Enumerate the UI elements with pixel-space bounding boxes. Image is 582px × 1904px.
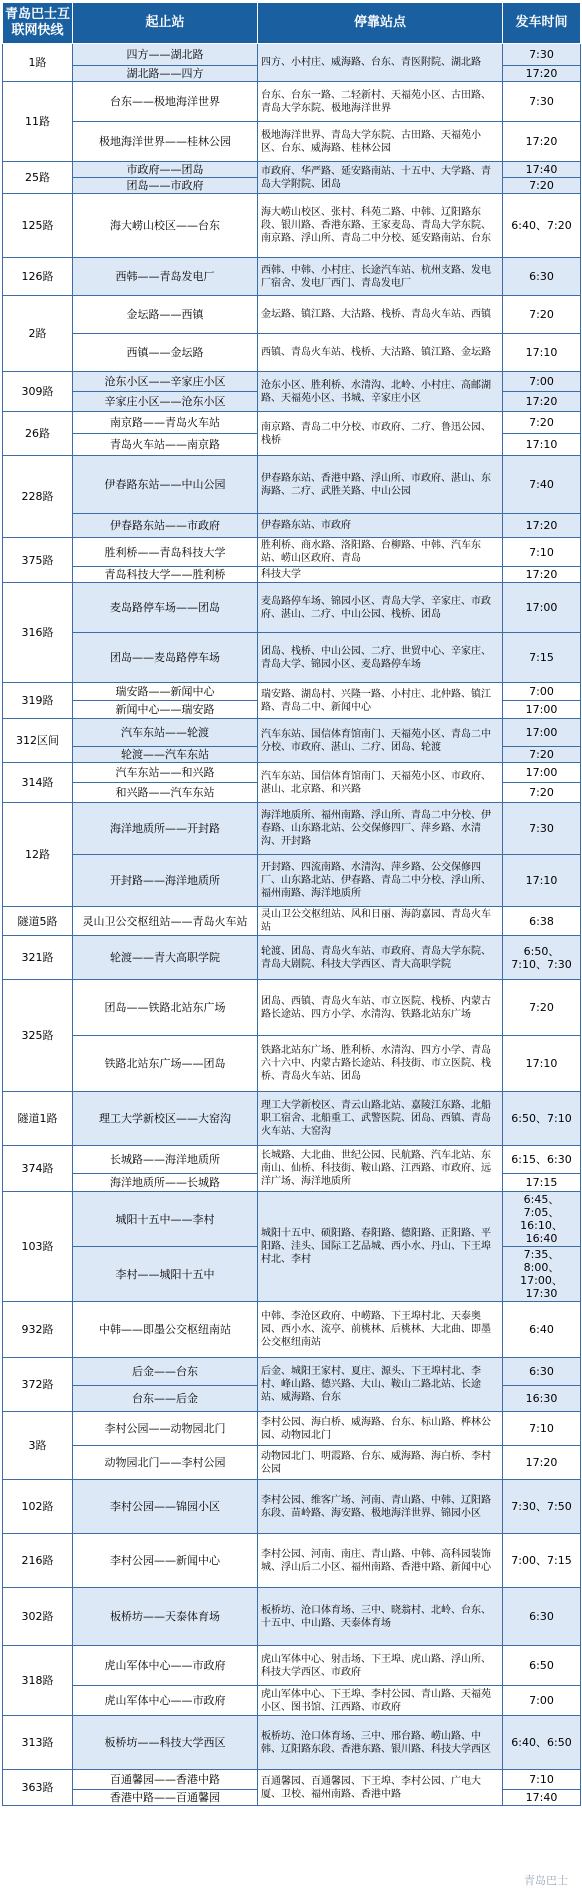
stops-cell: 李村公园、海白桥、威海路、台东、标山路、桦林公园、动物园北门 (258, 1412, 503, 1446)
terminals-cell: 台东——极地海洋世界 (73, 82, 258, 122)
stops-cell: 海洋地质所、福州南路、浮山所、青岛二中分校、伊春路、山东路北站、公交保修四厂、萍乡路、水清沟、开封路 (258, 803, 503, 855)
route-number: 314路 (3, 763, 73, 803)
stops-cell: 南京路、青岛二中分校、市政府、二疗、鲁迅公园、栈桥 (258, 412, 503, 456)
terminals-cell: 团岛——市政府 (73, 178, 258, 194)
route-number: 363路 (3, 1770, 73, 1806)
terminals-cell: 青岛火车站——南京路 (73, 434, 258, 456)
terminals-cell: 湖北路——四方 (73, 66, 258, 82)
stops-cell: 虎山军体中心、射击场、下王埠、虎山路、浮山所、科技大学西区、市政府 (258, 1646, 503, 1686)
table-row (3, 855, 581, 907)
stops-cell: 开封路、四流南路、水清沟、萍乡路、公交保修四厂、山东路北站、伊春路、青岛二中分校、浮山所、福州南路、海洋地质所 (258, 855, 503, 907)
departure-time-cell: 7:10 (503, 538, 581, 567)
stops-cell: 瑞安路、湖岛村、兴隆一路、小村庄、北仲路、镇江路、青岛二中、新闻中心 (258, 683, 503, 719)
stops-cell: 长城路、大北曲、世纪公园、民航路、汽车北站、东南山、仙桥、科技街、鞍山路、江西路、市政府、远洋广场、海洋地质所 (258, 1146, 503, 1192)
table-row (3, 1192, 581, 1247)
departure-time-cell: 17:15 (503, 1174, 581, 1192)
route-number: 11路 (3, 82, 73, 162)
stops-cell: 团岛、西镇、青岛火车站、市立医院、栈桥、内蒙古路长途站、四方小学、水清沟、铁路北站东广场 (258, 980, 503, 1036)
terminals-cell: 城阳十五中——李村 (73, 1192, 258, 1247)
departure-time-cell: 7:10 (503, 1412, 581, 1446)
table-row (3, 633, 581, 683)
route-number: 325路 (3, 980, 73, 1092)
terminals-cell: 西韩——青岛发电厂 (73, 258, 258, 296)
terminals-cell: 百通馨园——香港中路 (73, 1770, 258, 1790)
table-row (3, 907, 581, 936)
stops-cell: 动物园北门、明霞路、台东、威海路、海白桥、李村公园 (258, 1446, 503, 1480)
table-row (3, 1412, 581, 1446)
departure-time-cell: 6:50、7:10、7:30 (503, 936, 581, 980)
departure-time-cell: 17:40 (503, 1790, 581, 1806)
terminals-cell: 板桥坊——天泰体育场 (73, 1588, 258, 1646)
bus-route-table (2, 2, 581, 1806)
departure-time-cell: 7:00 (503, 1686, 581, 1716)
departure-time-cell: 7:15 (503, 633, 581, 683)
departure-time-cell: 6:38 (503, 907, 581, 936)
departure-time-cell: 17:10 (503, 855, 581, 907)
departure-time-cell: 7:35、8:00、17:00、17:30 (503, 1247, 581, 1302)
departure-time-cell: 6:30 (503, 1358, 581, 1386)
route-number: 216路 (3, 1534, 73, 1588)
watermark: 青岛巴士 (524, 1872, 568, 1888)
terminals-cell: 沧东小区——辛家庄小区 (73, 372, 258, 392)
terminals-cell: 虎山军体中心——市政府 (73, 1686, 258, 1716)
route-number: 2路 (3, 296, 73, 372)
stops-cell: 汽车东站、国信体育馆南门、天福苑小区、青岛二中分校、市政府、湛山、二疗、团岛、轮渡 (258, 719, 503, 763)
terminals-cell: 汽车东站——和兴路 (73, 763, 258, 783)
route-number: 102路 (3, 1480, 73, 1534)
departure-time-cell: 7:00、7:15 (503, 1534, 581, 1588)
stops-cell: 后金、城阳王家村、夏庄、源头、下王埠村北、李村、峰山路、德兴路、大山、鞍山二路北站、长途站、威海路、台东 (258, 1358, 503, 1412)
table-row (3, 44, 581, 66)
table-row (3, 538, 581, 567)
departure-time-cell: 17:10 (503, 1036, 581, 1092)
route-number: 12路 (3, 803, 73, 907)
table-body (3, 44, 581, 1806)
table-row (3, 1092, 581, 1146)
terminals-cell: 轮渡——汽车东站 (73, 747, 258, 763)
stops-cell: 灵山卫公交枢纽站、风和日丽、海韵嘉园、青岛火车站 (258, 907, 503, 936)
terminals-cell: 团岛——铁路北站东广场 (73, 980, 258, 1036)
departure-time-cell: 7:20 (503, 296, 581, 334)
terminals-cell: 金坛路——西镇 (73, 296, 258, 334)
departure-time-cell: 17:10 (503, 434, 581, 456)
table-row (3, 1534, 581, 1588)
stops-cell: 金坛路、镇江路、大沽路、栈桥、青岛火车站、西镇 (258, 296, 503, 334)
stops-cell: 城阳十五中、硕阳路、春阳路、德阳路、正阳路、平阳路、洼头、国际工艺品城、西小水、丹山、下王埠村北、李村 (258, 1192, 503, 1302)
route-number: 隧道5路 (3, 907, 73, 936)
header-stops: 停靠站点 (258, 3, 503, 44)
terminals-cell: 海洋地质所——长城路 (73, 1174, 258, 1192)
stops-cell: 沧东小区、胜利桥、水清沟、北岭、小村庄、高邮湖路、天福苑小区、书城、辛家庄小区 (258, 372, 503, 412)
departure-time-cell: 17:00 (503, 583, 581, 633)
departure-time-cell: 6:40、7:20 (503, 194, 581, 258)
route-number: 313路 (3, 1716, 73, 1770)
stops-cell: 市政府、华严路、延安路南站、十五中、大学路、青岛大学附院、团岛 (258, 162, 503, 194)
stops-cell: 台东、台东一路、二轻新村、天福苑小区、古田路、青岛大学东院、极地海洋世界 (258, 82, 503, 122)
stops-cell: 百通馨园、百通馨园、下王埠、李村公园、广电大厦、卫校、福州南路、香港中路 (258, 1770, 503, 1806)
terminals-cell: 虎山军体中心——市政府 (73, 1646, 258, 1686)
terminals-cell: 胜利桥——青岛科技大学 (73, 538, 258, 567)
table-row (3, 1686, 581, 1716)
departure-time-cell: 7:10 (503, 1770, 581, 1790)
stops-cell: 铁路北站东广场、胜利桥、水清沟、四方小学、青岛六十六中、内蒙古路长途站、科技街、市立医院、栈桥、青岛火车站、团岛 (258, 1036, 503, 1092)
terminals-cell: 理工大学新校区——大窑沟 (73, 1092, 258, 1146)
stops-cell: 极地海洋世界、青岛大学东院、古田路、天福苑小区、台东、威海路、桂林公园 (258, 122, 503, 162)
route-number: 316路 (3, 583, 73, 683)
table-row (3, 719, 581, 747)
table-row (3, 1446, 581, 1480)
stops-cell: 轮渡、团岛、青岛火车站、市政府、青岛大学东院、青岛大剧院、科技大学西区、青大高职学院 (258, 936, 503, 980)
route-number: 375路 (3, 538, 73, 583)
stops-cell: 西韩、中韩、小村庄、长途汽车站、杭州支路、发电厂宿舍、发电厂西门、青岛发电厂 (258, 258, 503, 296)
table-row (3, 1146, 581, 1174)
table-row (3, 122, 581, 162)
terminals-cell: 市政府——团岛 (73, 162, 258, 178)
table-row (3, 1588, 581, 1646)
stops-cell: 李村公园、维客广场、河南、青山路、中韩、辽阳路东段、苗岭路、海安路、极地海洋世界、锦园小区 (258, 1480, 503, 1534)
terminals-cell: 后金——台东 (73, 1358, 258, 1386)
table-row (3, 1770, 581, 1790)
terminals-cell: 动物园北门——李村公园 (73, 1446, 258, 1480)
stops-cell: 板桥坊、沧口体育场、三中、邢台路、崂山路、中韩、辽阳路东段、香港东路、银川路、科技大学西区 (258, 1716, 503, 1770)
table-row (3, 1302, 581, 1358)
table-row (3, 1358, 581, 1386)
route-number: 309路 (3, 372, 73, 412)
table-row (3, 412, 581, 434)
departure-time-cell: 17:20 (503, 514, 581, 538)
terminals-cell: 伊春路东站——中山公园 (73, 456, 258, 514)
departure-time-cell: 7:20 (503, 980, 581, 1036)
stops-cell: 海大崂山校区、张村、科苑二路、中韩、辽阳路东段、银川路、香港东路、王家麦岛、青岛大学东院、南京路、浮山所、青岛二中分校、延安路南站、台东 (258, 194, 503, 258)
table-row (3, 514, 581, 538)
route-number: 372路 (3, 1358, 73, 1412)
stops-cell: 胜利桥、商水路、洛阳路、台柳路、中韩、汽车东站、崂山区政府、青岛 (258, 538, 503, 567)
terminals-cell: 伊春路东站——市政府 (73, 514, 258, 538)
table-row (3, 583, 581, 633)
terminals-cell: 长城路——海洋地质所 (73, 1146, 258, 1174)
stops-cell: 伊春路东站、香港中路、浮山所、市政府、湛山、东海路、二疗、武胜关路、中山公园 (258, 456, 503, 514)
table-row (3, 334, 581, 372)
terminals-cell: 中韩——即墨公交枢纽南站 (73, 1302, 258, 1358)
header-route: 青岛巴士互联网快线 (3, 3, 73, 44)
stops-cell: 虎山军体中心、下王埠、李村公园、青山路、天福苑小区、图书馆、江西路、市政府 (258, 1686, 503, 1716)
departure-time-cell: 7:20 (503, 178, 581, 194)
terminals-cell: 南京路——青岛火车站 (73, 412, 258, 434)
terminals-cell: 新闻中心——瑞安路 (73, 701, 258, 719)
table-row (3, 296, 581, 334)
departure-time-cell: 6:40、6:50 (503, 1716, 581, 1770)
departure-time-cell: 6:30 (503, 258, 581, 296)
terminals-cell: 台东——后金 (73, 1386, 258, 1412)
departure-time-cell: 6:40 (503, 1302, 581, 1358)
departure-time-cell: 7:40 (503, 456, 581, 514)
terminals-cell: 瑞安路——新闻中心 (73, 683, 258, 701)
terminals-cell: 李村公园——新闻中心 (73, 1534, 258, 1588)
table-row (3, 1646, 581, 1686)
departure-time-cell: 7:00 (503, 683, 581, 701)
bus-route-table-container (2, 2, 580, 1806)
table-row (3, 1480, 581, 1534)
header-terminals: 起止站 (73, 3, 258, 44)
table-row (3, 1716, 581, 1770)
terminals-cell: 极地海洋世界——桂林公园 (73, 122, 258, 162)
table-row (3, 258, 581, 296)
terminals-cell: 灵山卫公交枢纽站——青岛火车站 (73, 907, 258, 936)
stops-cell: 伊春路东站、市政府 (258, 514, 503, 538)
terminals-cell: 汽车东站——轮渡 (73, 719, 258, 747)
route-number: 374路 (3, 1146, 73, 1192)
terminals-cell: 青岛科技大学——胜利桥 (73, 567, 258, 583)
departure-time-cell: 7:20 (503, 412, 581, 434)
table-row (3, 1036, 581, 1092)
terminals-cell: 李村公园——锦园小区 (73, 1480, 258, 1534)
table-row (3, 803, 581, 855)
departure-time-cell: 6:15、6:30 (503, 1146, 581, 1174)
route-number: 隧道1路 (3, 1092, 73, 1146)
table-row (3, 936, 581, 980)
table-row (3, 980, 581, 1036)
departure-time-cell: 17:20 (503, 66, 581, 82)
route-number: 125路 (3, 194, 73, 258)
stops-cell: 李村公园、河南、南庄、青山路、中韩、高科园装饰城、浮山后二小区、福州南路、香港中路、新闻中心 (258, 1534, 503, 1588)
departure-time-cell: 6:45、7:05、16:10、16:40 (503, 1192, 581, 1247)
terminals-cell: 麦岛路停车场——团岛 (73, 583, 258, 633)
terminals-cell: 铁路北站东广场——团岛 (73, 1036, 258, 1092)
departure-time-cell: 17:20 (503, 567, 581, 583)
stops-cell: 团岛、栈桥、中山公园、二疗、世贸中心、辛家庄、青岛大学、锦园小区、麦岛路停车场 (258, 633, 503, 683)
stops-cell: 西镇、青岛火车站、栈桥、大沽路、镇江路、金坛路 (258, 334, 503, 372)
departure-time-cell: 17:00 (503, 701, 581, 719)
terminals-cell: 西镇——金坛路 (73, 334, 258, 372)
table-row (3, 683, 581, 701)
stops-cell: 四方、小村庄、威海路、台东、青医附院、湖北路 (258, 44, 503, 82)
departure-time-cell: 17:10 (503, 334, 581, 372)
terminals-cell: 海大崂山校区——台东 (73, 194, 258, 258)
departure-time-cell: 17:20 (503, 1446, 581, 1480)
departure-time-cell: 7:20 (503, 783, 581, 803)
departure-time-cell: 6:50 (503, 1646, 581, 1686)
terminals-cell: 轮渡——青大高职学院 (73, 936, 258, 980)
route-number: 26路 (3, 412, 73, 456)
stops-cell: 汽车东站、国信体育馆南门、天福苑小区、市政府、湛山、北京路、和兴路 (258, 763, 503, 803)
stops-cell: 麦岛路停车场、锦园小区、青岛大学、辛家庄、市政府、湛山、二疗、中山公园、栈桥、团岛 (258, 583, 503, 633)
table-header (3, 3, 581, 44)
departure-time-cell: 7:30 (503, 82, 581, 122)
departure-time-cell: 16:30 (503, 1386, 581, 1412)
header-time: 发车时间 (503, 3, 581, 44)
route-number: 321路 (3, 936, 73, 980)
stops-cell: 科技大学 (258, 567, 503, 583)
departure-time-cell: 7:30 (503, 803, 581, 855)
departure-time-cell: 17:40 (503, 162, 581, 178)
table-row (3, 456, 581, 514)
terminals-cell: 和兴路——汽车东站 (73, 783, 258, 803)
table-row (3, 567, 581, 583)
terminals-cell: 李村公园——动物园北门 (73, 1412, 258, 1446)
stops-cell: 板桥坊、沧口体育场、三中、晓翁村、北岭、台东、十五中、中山路、天泰体育场 (258, 1588, 503, 1646)
departure-time-cell: 17:00 (503, 719, 581, 747)
departure-time-cell: 17:20 (503, 392, 581, 412)
terminals-cell: 团岛——麦岛路停车场 (73, 633, 258, 683)
departure-time-cell: 7:20 (503, 747, 581, 763)
route-number: 228路 (3, 456, 73, 538)
route-number: 1路 (3, 44, 73, 82)
terminals-cell: 香港中路——百通馨园 (73, 1790, 258, 1806)
terminals-cell: 开封路——海洋地质所 (73, 855, 258, 907)
table-row (3, 194, 581, 258)
route-number: 318路 (3, 1646, 73, 1716)
route-number: 126路 (3, 258, 73, 296)
table-row (3, 372, 581, 392)
route-number: 25路 (3, 162, 73, 194)
stops-cell: 理工大学新校区、青云山路北站、嘉陵江东路、北船职工宿舍、北船重工、武警医院、团岛、西镇、青岛火车站、大窑沟 (258, 1092, 503, 1146)
route-number: 319路 (3, 683, 73, 719)
table-row (3, 82, 581, 122)
stops-cell: 中韩、李沧区政府、中崂路、下王埠村北、天泰奥园、西小水、流亭、前桃林、后桃林、大北曲、即墨公交枢纽南站 (258, 1302, 503, 1358)
terminals-cell: 海洋地质所——开封路 (73, 803, 258, 855)
table-row (3, 763, 581, 783)
route-number: 302路 (3, 1588, 73, 1646)
terminals-cell: 李村——城阳十五中 (73, 1247, 258, 1302)
departure-time-cell: 7:30 (503, 44, 581, 66)
departure-time-cell: 6:50、7:10 (503, 1092, 581, 1146)
route-number: 932路 (3, 1302, 73, 1358)
departure-time-cell: 7:00 (503, 372, 581, 392)
terminals-cell: 辛家庄小区——沧东小区 (73, 392, 258, 412)
departure-time-cell: 7:30、7:50 (503, 1480, 581, 1534)
terminals-cell: 四方——湖北路 (73, 44, 258, 66)
departure-time-cell: 6:30 (503, 1588, 581, 1646)
terminals-cell: 板桥坊——科技大学西区 (73, 1716, 258, 1770)
route-number: 3路 (3, 1412, 73, 1480)
table-row (3, 162, 581, 178)
departure-time-cell: 17:20 (503, 122, 581, 162)
route-number: 103路 (3, 1192, 73, 1302)
departure-time-cell: 17:00 (503, 763, 581, 783)
route-number: 312区间 (3, 719, 73, 763)
